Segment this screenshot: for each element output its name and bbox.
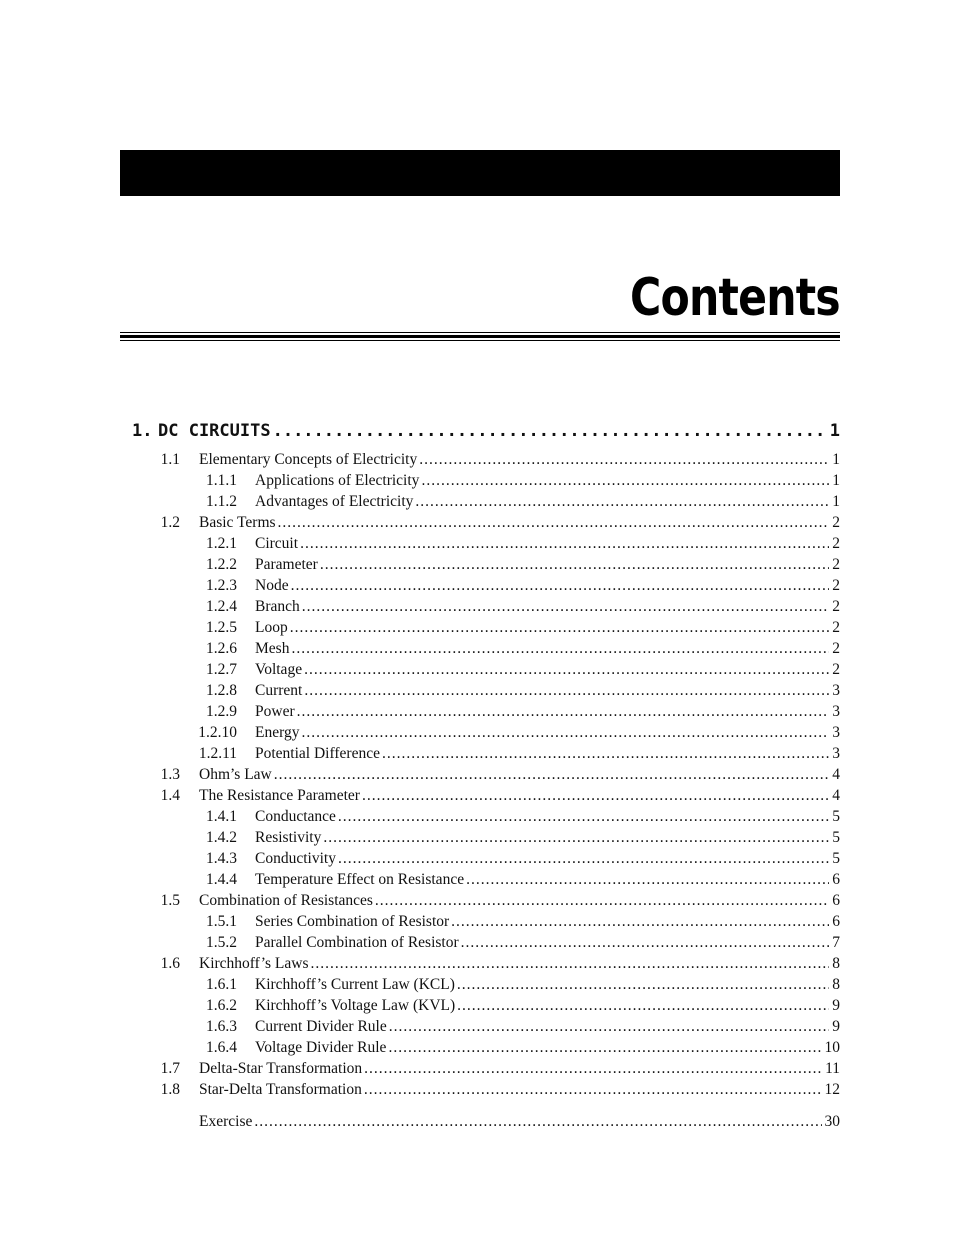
toc-entry[interactable] <box>160 890 840 911</box>
entry-page: 2 <box>832 661 840 678</box>
entry-number: 1.6.2 <box>206 997 237 1014</box>
entry-number: 1.8 <box>160 1081 180 1098</box>
entry-label: Temperature Effect on Resistance <box>255 871 465 888</box>
entry-page: 6 <box>832 892 840 909</box>
toc-entry[interactable] <box>198 722 840 743</box>
toc-entry[interactable] <box>206 1037 840 1058</box>
entry-page: 8 <box>832 955 840 972</box>
entry-page: 12 <box>824 1081 840 1098</box>
entry-label: Advantages of Electricity <box>255 493 414 510</box>
entry-label: Loop <box>255 619 288 636</box>
dot-leader <box>382 743 829 764</box>
page-title: Contents <box>630 268 840 328</box>
toc-entry[interactable] <box>160 1058 840 1079</box>
toc-entry[interactable] <box>206 848 840 869</box>
entry-label: Parallel Combination of Resistor <box>255 934 459 951</box>
entry-page: 11 <box>825 1060 840 1077</box>
toc-entry[interactable] <box>206 638 840 659</box>
entry-label: Series Combination of Resistor <box>255 913 450 930</box>
dot-leader <box>338 848 829 869</box>
dot-leader <box>302 596 829 617</box>
toc-entry[interactable] <box>160 953 840 974</box>
entry-label: Mesh <box>255 640 290 657</box>
entry-page: 3 <box>832 682 840 699</box>
entry-label: Current Divider Rule <box>255 1018 387 1035</box>
entry-number: 1.4.2 <box>206 829 237 846</box>
toc-entry[interactable] <box>206 491 840 512</box>
dot-leader <box>273 421 827 442</box>
entry-number: 1.1.2 <box>206 493 237 510</box>
entry-page: 4 <box>832 766 840 783</box>
entry-number: 1.7 <box>160 1060 180 1077</box>
dot-leader <box>290 617 830 638</box>
toc-entry[interactable] <box>206 659 840 680</box>
dot-leader <box>457 974 829 995</box>
entry-number: 1.2 <box>160 514 180 531</box>
toc-entry[interactable] <box>206 596 840 617</box>
dot-leader <box>388 1037 821 1058</box>
entry-number: 1.2.2 <box>206 556 237 573</box>
entry-page: 2 <box>832 598 840 615</box>
toc-entry[interactable] <box>206 911 840 932</box>
entry-number: 1.2.8 <box>206 682 237 699</box>
entry-number: 1.2.1 <box>206 535 237 552</box>
toc-entry[interactable] <box>206 617 840 638</box>
header-bar <box>120 150 840 196</box>
dot-leader <box>389 1016 830 1037</box>
entry-number: 1.6.4 <box>206 1039 237 1056</box>
toc-entry[interactable] <box>206 932 840 953</box>
dot-leader <box>419 449 829 470</box>
dot-leader <box>364 1058 822 1079</box>
toc-entry[interactable] <box>160 512 840 533</box>
entry-number: 1.2.7 <box>206 661 237 678</box>
dot-leader <box>301 722 829 743</box>
title-rule-top <box>120 332 840 333</box>
entry-number: 1.6.1 <box>206 976 237 993</box>
entry-label: Basic Terms <box>199 514 276 531</box>
entry-page: 6 <box>832 871 840 888</box>
entry-label: Kirchhoff’s Current Law (KCL) <box>255 976 455 993</box>
entry-page: 6 <box>832 913 840 930</box>
entry-page: 3 <box>832 703 840 720</box>
toc-entry[interactable] <box>206 680 840 701</box>
dot-leader <box>274 764 829 785</box>
dot-leader <box>291 638 829 659</box>
entry-page: 1 <box>832 472 840 489</box>
entry-page: 10 <box>824 1039 840 1056</box>
entry-label: Node <box>255 577 289 594</box>
title-rule-middle <box>120 335 840 338</box>
chapter-number: 1. <box>132 421 153 441</box>
dot-leader <box>278 512 830 533</box>
dot-leader <box>310 953 829 974</box>
entry-number: 1.2.3 <box>206 577 237 594</box>
exercise-label: Exercise <box>199 1113 253 1130</box>
entry-label: Star-Delta Transformation <box>199 1081 362 1098</box>
toc-entry[interactable] <box>206 575 840 596</box>
toc-entry[interactable] <box>160 1079 840 1100</box>
entry-label: Circuit <box>255 535 299 552</box>
entry-page: 7 <box>832 934 840 951</box>
entry-label: Power <box>255 703 295 720</box>
entry-label: The Resistance Parameter <box>199 787 360 804</box>
toc-chapter-entry[interactable] <box>132 421 840 442</box>
entry-number: 1.4.3 <box>206 850 237 867</box>
entry-page: 1 <box>832 493 840 510</box>
entry-number: 1.4.4 <box>206 871 237 888</box>
dot-leader <box>291 575 830 596</box>
entry-number: 1.5.1 <box>206 913 237 930</box>
toc-entry[interactable] <box>206 869 840 890</box>
dot-leader <box>338 806 829 827</box>
entry-label: Current <box>255 682 303 699</box>
entry-number: 1.6 <box>160 955 180 972</box>
dot-leader <box>451 911 829 932</box>
entry-number: 1.2.4 <box>206 598 237 615</box>
entry-page: 2 <box>832 556 840 573</box>
toc-entry[interactable] <box>160 785 840 806</box>
entry-number: 1.5.2 <box>206 934 237 951</box>
entry-label: Kirchhoff’s Voltage Law (KVL) <box>255 997 456 1014</box>
toc-entry[interactable] <box>198 743 840 764</box>
toc-entry[interactable] <box>206 470 840 491</box>
entry-label: Elementary Concepts of Electricity <box>199 451 418 468</box>
entry-number: 1.1 <box>160 451 180 468</box>
toc-entry[interactable] <box>160 764 840 785</box>
entry-page: 9 <box>832 997 840 1014</box>
entry-page: 4 <box>832 787 840 804</box>
entry-number: 1.2.5 <box>206 619 237 636</box>
entry-label: Conductance <box>255 808 336 825</box>
entry-number: 1.5 <box>160 892 180 909</box>
entry-number: 1.6.3 <box>206 1018 237 1035</box>
dot-leader <box>304 659 829 680</box>
entry-number: 1.2.11 <box>198 745 237 762</box>
dot-leader <box>323 827 829 848</box>
dot-leader <box>254 1111 821 1132</box>
dot-leader <box>300 533 829 554</box>
dot-leader <box>466 869 829 890</box>
entry-label: Potential Difference <box>255 745 380 762</box>
entry-number: 1.2.6 <box>206 640 237 657</box>
entry-page: 2 <box>832 640 840 657</box>
entry-number: 1.1.1 <box>206 472 237 489</box>
toc-entry[interactable] <box>206 1016 840 1037</box>
dot-leader <box>297 701 830 722</box>
toc-entry[interactable] <box>160 449 840 470</box>
dot-leader <box>421 470 829 491</box>
toc-entry[interactable] <box>206 806 840 827</box>
entry-label: Energy <box>255 724 300 741</box>
entry-page: 5 <box>832 808 840 825</box>
entry-label: Kirchhoff’s Laws <box>199 955 309 972</box>
entry-page: 3 <box>832 724 840 741</box>
entry-page: 2 <box>832 535 840 552</box>
dot-leader <box>304 680 829 701</box>
entry-number: 1.3 <box>160 766 180 783</box>
entry-page: 1 <box>832 451 840 468</box>
entry-page: 5 <box>832 829 840 846</box>
entry-label: Combination of Resistances <box>199 892 373 909</box>
dot-leader <box>364 1079 822 1100</box>
dot-leader <box>461 932 830 953</box>
dot-leader <box>457 995 829 1016</box>
entry-page: 2 <box>832 619 840 636</box>
entry-label: Applications of Electricity <box>255 472 420 489</box>
entry-page: 2 <box>832 514 840 531</box>
entry-label: Ohm’s Law <box>199 766 272 783</box>
entry-page: 5 <box>832 850 840 867</box>
chapter-title: DC CIRCUITS <box>158 421 271 441</box>
dot-leader <box>320 554 829 575</box>
dot-leader <box>362 785 829 806</box>
entry-label: Branch <box>255 598 300 615</box>
entry-number: 1.4 <box>160 787 180 804</box>
entry-number: 1.2.9 <box>206 703 237 720</box>
entry-page: 8 <box>832 976 840 993</box>
toc-entry[interactable] <box>206 827 840 848</box>
toc-exercise-entry[interactable] <box>199 1111 840 1132</box>
toc-entry[interactable] <box>206 554 840 575</box>
entry-page: 3 <box>832 745 840 762</box>
entry-number: 1.4.1 <box>206 808 237 825</box>
exercise-page: 30 <box>824 1113 840 1130</box>
chapter-page: 1 <box>829 421 840 441</box>
toc-entry[interactable] <box>206 995 840 1016</box>
toc-entry[interactable] <box>206 533 840 554</box>
entry-number: 1.2.10 <box>198 724 237 741</box>
entry-label: Voltage <box>255 661 303 678</box>
dot-leader <box>375 890 829 911</box>
entry-label: Voltage Divider Rule <box>255 1039 387 1056</box>
toc-entry[interactable] <box>206 974 840 995</box>
entry-page: 2 <box>832 577 840 594</box>
entry-label: Resistivity <box>255 829 322 846</box>
title-rule-bottom <box>120 340 840 341</box>
dot-leader <box>415 491 829 512</box>
toc-entry[interactable] <box>206 701 840 722</box>
entry-label: Conductivity <box>255 850 336 867</box>
entry-label: Delta-Star Transformation <box>199 1060 363 1077</box>
entry-page: 9 <box>832 1018 840 1035</box>
entry-label: Parameter <box>255 556 318 573</box>
